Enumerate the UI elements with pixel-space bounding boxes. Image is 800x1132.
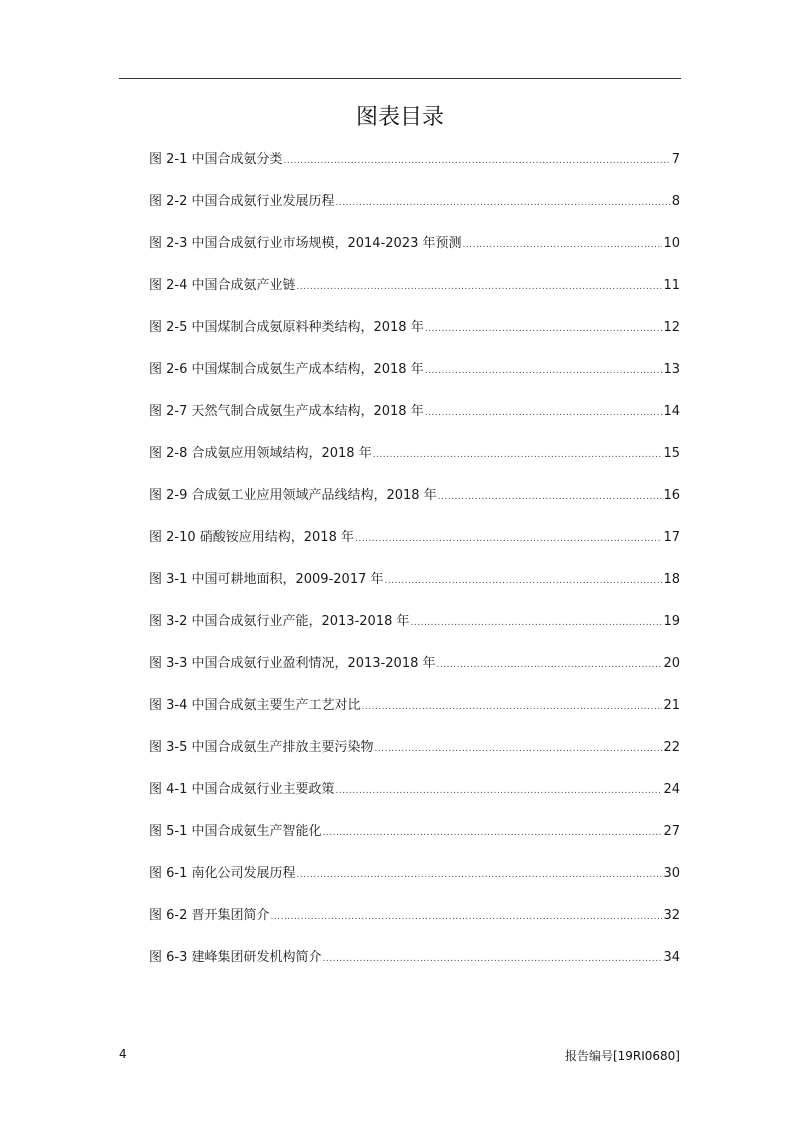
toc-entry-page: 20 bbox=[663, 656, 680, 671]
toc-entry[interactable] bbox=[149, 442, 680, 484]
toc-dot-leader bbox=[336, 191, 671, 215]
toc-entry-page: 27 bbox=[663, 824, 680, 839]
toc-dot-leader bbox=[373, 443, 663, 467]
toc-entry-label: 图 2-9 合成氨工业应用领域产品线结构，2018 年 bbox=[149, 488, 437, 503]
toc-entry-page: 15 bbox=[663, 446, 680, 461]
toc-entry-page: 8 bbox=[671, 194, 680, 209]
toc-entry[interactable] bbox=[149, 736, 680, 778]
toc-entry-label: 图 2-10 硝酸铵应用结构，2018 年 bbox=[149, 530, 354, 545]
toc-entry-label: 图 6-1 南化公司发展历程 bbox=[149, 866, 296, 881]
page-title: 图表目录 bbox=[355, 105, 444, 130]
toc-dot-leader bbox=[271, 905, 663, 929]
toc-dot-leader bbox=[323, 947, 663, 971]
toc-dot-leader bbox=[425, 359, 663, 383]
toc-entry[interactable] bbox=[149, 778, 680, 820]
toc-entry-page: 24 bbox=[663, 782, 680, 797]
toc-entry-page: 32 bbox=[663, 908, 680, 923]
toc-dot-leader bbox=[425, 401, 663, 425]
toc-dot-leader bbox=[336, 779, 663, 803]
toc-entry-page: 13 bbox=[663, 362, 680, 377]
toc-dot-leader bbox=[362, 695, 663, 719]
toc-entry-label: 图 3-3 中国合成氨行业盈利情况，2013-2018 年 bbox=[149, 656, 436, 671]
toc-dot-leader bbox=[375, 737, 663, 761]
toc-entry-label: 图 3-5 中国合成氨生产排放主要污染物 bbox=[149, 740, 374, 755]
toc-entry[interactable] bbox=[149, 358, 680, 400]
toc-entry[interactable] bbox=[149, 190, 680, 232]
toc-entry-page: 34 bbox=[663, 950, 680, 965]
toc-entry-label: 图 4-1 中国合成氨行业主要政策 bbox=[149, 782, 335, 797]
toc-entry-label: 图 2-5 中国煤制合成氨原料种类结构，2018 年 bbox=[149, 320, 424, 335]
figure-toc-list bbox=[149, 148, 680, 988]
toc-entry-label: 图 3-2 中国合成氨行业产能，2013-2018 年 bbox=[149, 614, 410, 629]
toc-dot-leader bbox=[355, 527, 662, 551]
toc-entry-label: 图 6-2 晋开集团简介 bbox=[149, 908, 270, 923]
toc-entry-page: 10 bbox=[663, 236, 680, 251]
toc-entry-page: 11 bbox=[663, 278, 680, 293]
toc-dot-leader bbox=[323, 821, 663, 845]
footer-report-code: 报告编号[19RI0680] bbox=[564, 1049, 680, 1063]
toc-entry-label: 图 2-2 中国合成氨行业发展历程 bbox=[149, 194, 335, 209]
toc-entry[interactable] bbox=[149, 232, 680, 274]
toc-entry[interactable] bbox=[149, 526, 680, 568]
toc-dot-leader bbox=[425, 317, 663, 341]
toc-entry-label: 图 6-3 建峰集团研发机构简介 bbox=[149, 950, 322, 965]
toc-entry[interactable] bbox=[149, 946, 680, 988]
toc-entry-page: 21 bbox=[663, 698, 680, 713]
toc-entry[interactable] bbox=[149, 400, 680, 442]
toc-entry[interactable] bbox=[149, 148, 680, 190]
header-rule bbox=[119, 78, 681, 79]
toc-dot-leader bbox=[463, 233, 663, 257]
toc-entry[interactable] bbox=[149, 820, 680, 862]
toc-dot-leader bbox=[411, 611, 663, 635]
toc-entry-label: 图 2-6 中国煤制合成氨生产成本结构，2018 年 bbox=[149, 362, 424, 377]
toc-dot-leader bbox=[297, 275, 663, 299]
toc-entry-page: 14 bbox=[663, 404, 680, 419]
toc-entry-label: 图 2-3 中国合成氨行业市场规模，2014-2023 年预测 bbox=[149, 236, 462, 251]
toc-entry[interactable] bbox=[149, 652, 680, 694]
toc-entry[interactable] bbox=[149, 694, 680, 736]
toc-dot-leader bbox=[385, 569, 663, 593]
toc-dot-leader bbox=[437, 653, 663, 677]
toc-entry-label: 图 5-1 中国合成氨生产智能化 bbox=[149, 824, 322, 839]
toc-entry-page: 17 bbox=[663, 530, 680, 545]
toc-entry-page: 12 bbox=[663, 320, 680, 335]
toc-dot-leader bbox=[284, 149, 671, 173]
toc-entry-label: 图 2-7 天然气制合成氨生产成本结构，2018 年 bbox=[149, 404, 424, 419]
toc-dot-leader bbox=[438, 485, 663, 509]
toc-entry[interactable] bbox=[149, 568, 680, 610]
toc-entry-label: 图 2-1 中国合成氨分类 bbox=[149, 152, 283, 167]
toc-entry-label: 图 3-4 中国合成氨主要生产工艺对比 bbox=[149, 698, 361, 713]
footer-page-number: 4 bbox=[119, 1047, 127, 1061]
toc-entry-page: 22 bbox=[663, 740, 680, 755]
toc-entry[interactable] bbox=[149, 610, 680, 652]
toc-entry[interactable] bbox=[149, 904, 680, 946]
toc-entry-page: 30 bbox=[663, 866, 680, 881]
toc-entry[interactable] bbox=[149, 484, 680, 526]
toc-entry[interactable] bbox=[149, 274, 680, 316]
toc-entry-label: 图 2-8 合成氨应用领域结构，2018 年 bbox=[149, 446, 372, 461]
toc-entry-page: 19 bbox=[663, 614, 680, 629]
toc-entry-page: 7 bbox=[671, 152, 680, 167]
toc-entry[interactable] bbox=[149, 316, 680, 358]
toc-entry-label: 图 3-1 中国可耕地面积，2009-2017 年 bbox=[149, 572, 384, 587]
toc-entry[interactable] bbox=[149, 862, 680, 904]
toc-dot-leader bbox=[297, 863, 663, 887]
toc-entry-page: 16 bbox=[663, 488, 680, 503]
toc-entry-page: 18 bbox=[663, 572, 680, 587]
toc-entry-label: 图 2-4 中国合成氨产业链 bbox=[149, 278, 296, 293]
